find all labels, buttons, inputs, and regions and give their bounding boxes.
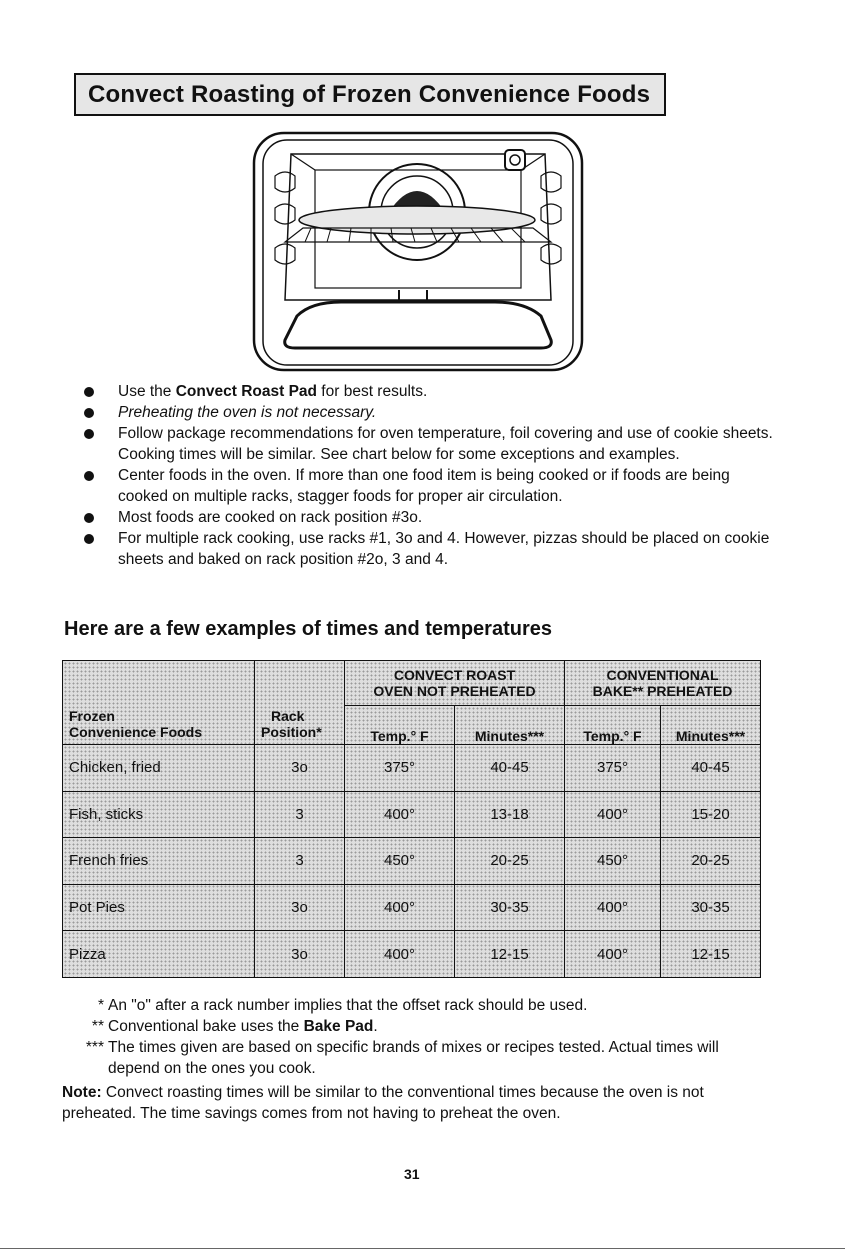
col-header-food: Frozen Convenience Foods [63, 661, 255, 745]
food-cell: French fries [63, 838, 255, 885]
minutes-conventional-cell: 12-15 [661, 931, 761, 978]
minutes-conventional-cell: 40-45 [661, 745, 761, 792]
temp-conventional-cell: 450° [565, 838, 661, 885]
rack-cell: 3o [255, 884, 345, 931]
minutes-convect-cell: 12-15 [455, 931, 565, 978]
tip-item: Use the Convect Roast Pad for best results. [84, 381, 774, 402]
minutes-conventional-cell: 15-20 [661, 791, 761, 838]
tip-item: Most foods are cooked on rack position #3o. [84, 507, 774, 528]
tip-item: Follow package recommendations for oven temperature, foil covering and use of cookie sheets. Cooking times will be similar. See chart below for some exceptions and examples. [84, 423, 774, 465]
col-header-temp-conventional: Temp.° F [565, 706, 661, 745]
table-row [63, 791, 761, 838]
times-temperatures-table [62, 660, 761, 978]
minutes-conventional-cell: 30-35 [661, 884, 761, 931]
group-header-convect: CONVECT ROAST OVEN NOT PREHEATED [345, 661, 565, 706]
food-cell: Pizza [63, 931, 255, 978]
col-header-temp-convect: Temp.° F [345, 706, 455, 745]
temp-convect-cell: 400° [345, 791, 455, 838]
food-cell: Pot Pies [63, 884, 255, 931]
temp-conventional-cell: 400° [565, 884, 661, 931]
table-row [63, 745, 761, 792]
table-row [63, 931, 761, 978]
note-text: Convect roasting times will be similar to the conventional times because the oven is not preheated. The time savings comes from not having to preheat the oven. [62, 1084, 704, 1122]
temp-conventional-cell: 400° [565, 791, 661, 838]
col-header-minutes-conventional: Minutes*** [661, 706, 761, 745]
col-header-minutes-convect: Minutes*** [455, 706, 565, 745]
group-header-conventional: CONVENTIONAL BAKE** PREHEATED [565, 661, 761, 706]
temp-conventional-cell: 400° [565, 931, 661, 978]
minutes-conventional-cell: 20-25 [661, 838, 761, 885]
tip-item: Center foods in the oven. If more than one food item is being cooked or if foods are being cooked on multiple racks, stagger foods for proper air circulation. [84, 465, 774, 507]
food-cell: Fish, sticks [63, 791, 255, 838]
temp-convect-cell: 375° [345, 745, 455, 792]
oven-illustration [251, 130, 585, 373]
rack-cell: 3 [255, 791, 345, 838]
temp-convect-cell: 400° [345, 884, 455, 931]
minutes-convect-cell: 13-18 [455, 791, 565, 838]
col-header-rack: Rack Position* [255, 661, 345, 745]
note-paragraph [62, 1082, 767, 1124]
section-heading: Here are a few examples of times and temperatures [64, 618, 552, 640]
footnote: *** The times given are based on specific brands of mixes or recipes tested. Actual times will depend on the ones you cook. [85, 1039, 719, 1077]
temp-convect-cell: 450° [345, 838, 455, 885]
footnotes [84, 995, 774, 1079]
rack-cell: 3 [255, 838, 345, 885]
temp-conventional-cell: 375° [565, 745, 661, 792]
rack-cell: 3o [255, 745, 345, 792]
tips-list [84, 381, 774, 570]
note-label: Note: [62, 1084, 102, 1101]
table-row [63, 838, 761, 885]
tip-item: For multiple rack cooking, use racks #1, 3o and 4. However, pizzas should be placed on cookie sheets and baked on rack position #2o, 3 and 4. [84, 528, 774, 570]
page-number: 31 [404, 1166, 420, 1182]
food-cell: Chicken, fried [63, 745, 255, 792]
footnote: * An "o" after a rack number implies that the offset rack should be used. [97, 997, 588, 1014]
rack-cell: 3o [255, 931, 345, 978]
minutes-convect-cell: 20-25 [455, 838, 565, 885]
minutes-convect-cell: 30-35 [455, 884, 565, 931]
footnote: ** Conventional bake uses the Bake Pad. [91, 1018, 378, 1035]
temp-convect-cell: 400° [345, 931, 455, 978]
divider [0, 1248, 845, 1249]
table-row [63, 884, 761, 931]
minutes-convect-cell: 40-45 [455, 745, 565, 792]
tip-item: Preheating the oven is not necessary. [84, 402, 774, 423]
page-title: Convect Roasting of Frozen Convenience Foods [74, 73, 666, 116]
